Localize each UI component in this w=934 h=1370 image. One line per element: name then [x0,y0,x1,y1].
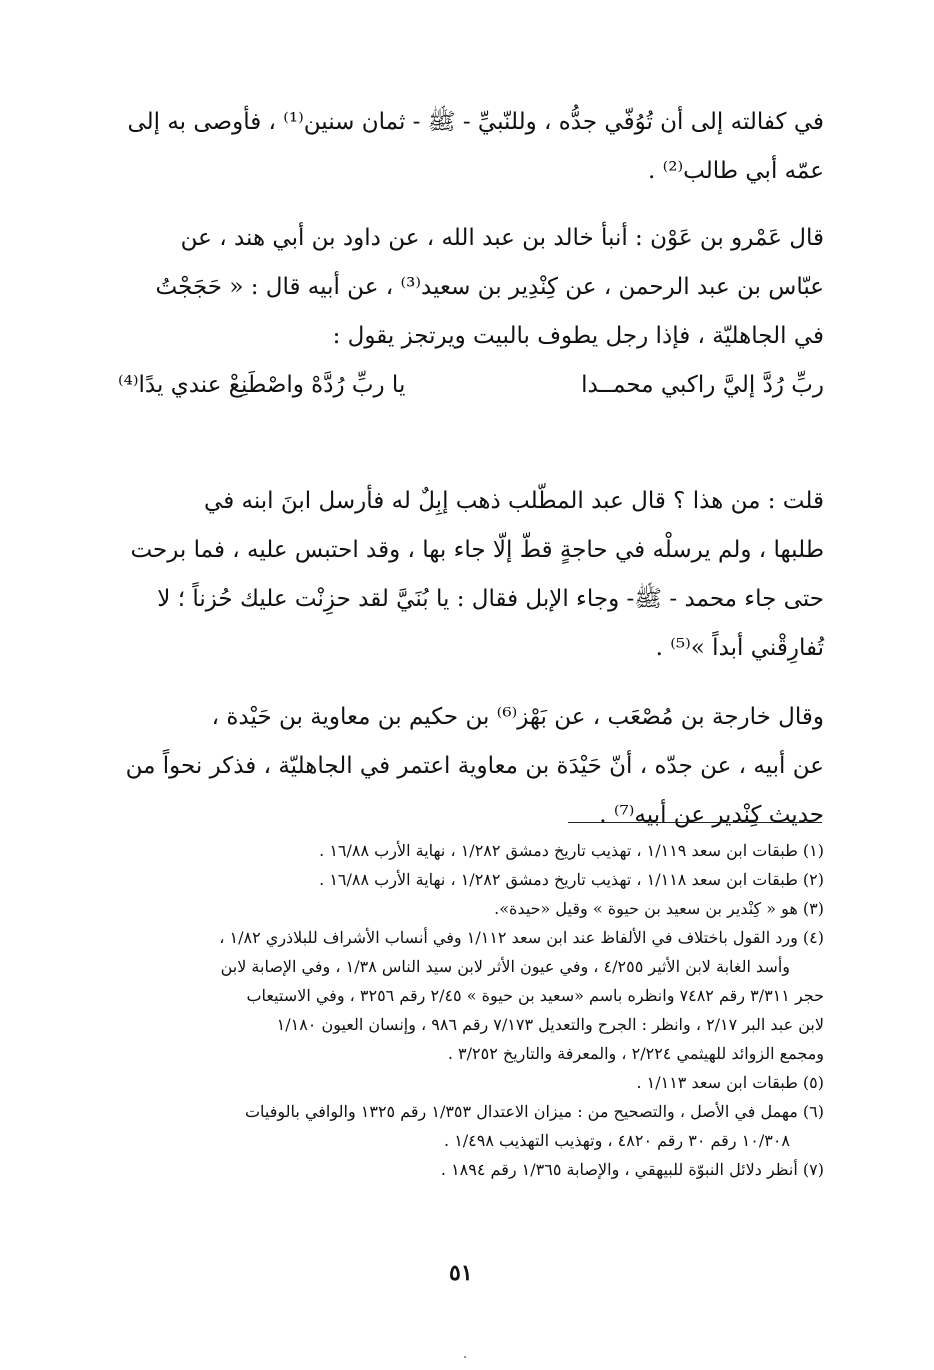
paragraph [118,214,824,361]
text-line: في كفالته إلى أن تُوُفّي جدُّه ، وللنّبيِّ - ﷺ - ثمان سنين⁽¹⁾ ، فأوصى به إلى [127,109,824,135]
footnote-line: (٥) طبقات ابن سعد ١/١١٣ . [636,1073,824,1092]
footnote [118,894,824,923]
verse-line [118,361,824,410]
footnote-line: (٤) ورد القول باختلاف في الألفاظ عند ابن سعد ١/١١٢ وفي أنساب الأشراف للبلاذري ١/٨٢ ، [219,928,824,947]
verse-hemistich-first: ربِّ رُدَّ إليَّ راكبي محمــدا [581,372,824,398]
text-line: حديث كِنْدير عن أبيه⁽⁷⁾ . [599,802,824,828]
footnote [118,836,824,865]
footnote-line: ١٠/٣٠٨ رقم ٣٠ رقم ٤٨٢٠ ، وتهذيب التهذيب ١/٤٩٨ . [444,1131,790,1150]
text-line: في الجاهليّة ، فإذا رجل يطوف بالبيت ويرتجز يقول : [332,323,824,349]
footnote-line: (٣) هو « كِنْدير بن سعيد بن حيوة » وقيل «حيدة». [494,899,824,918]
footnote-line: (٦) مهمل في الأصل ، والتصحيح من : ميزان الاعتدال ١/٣٥٣ رقم ١٣٢٥ والوافي بالوفيات [244,1102,824,1121]
footnote [118,865,824,894]
footnote [118,1068,824,1097]
text-line: تُفارِقْني أبداً »⁽⁵⁾ . [655,635,824,661]
footnote-line: حجر ٣/٣١١ رقم ٧٤٨٢ وانظره باسم «سعيد بن حيوة » ٢/٤٥ رقم ٣٢٥٦ ، وفي الاستيعاب [246,986,824,1005]
footnotes [118,836,824,1184]
footnote-line: ومجمع الزوائد للهيثمي ٢/٢٢٤ ، والمعرفة والتاريخ ٣/٢٥٢ . [447,1044,824,1063]
text-line: وقال خارجة بن مُصْعَب ، عن بَهْز⁽⁶⁾ بن حكيم بن معاوية بن حَيْدة ، [211,704,824,730]
footnote-line: (٧) أنظر دلائل النبوّة للبيهقي ، والإصابة ١/٣٦٥ رقم ١٨٩٤ . [440,1160,824,1179]
footnote-line: وأسد الغابة لابن الأثير ٤/٢٥٥ ، وفي عيون الأثر لابن سيد الناس ١/٣٨ ، وفي الإصابة لابن [220,957,790,976]
text-line: عمّه أبي طالب⁽²⁾ . [647,158,824,184]
text-line: قال عَمْرو بن عَوْن : أنبأ خالد بن عبد الله ، عن داود بن أبي هند ، عن [180,225,824,251]
paragraph [118,477,824,673]
verse-hemistich-second: يا ربِّ رُدَّهْ واصْطَنِعْ عندي يدًا⁽⁴⁾ [118,372,406,398]
footnote-line: لابن عبد البر ٢/١٧ ، وانظر : الجرح والتعديل ٧/١٧٣ رقم ٩٨٦ ، وإنسان العيون ١/١٨٠ [276,1015,824,1034]
text-line: عن أبيه ، عن جدّه ، أنّ حَيْدَة بن معاوية اعتمر في الجاهليّة ، فذكر نحواً من [125,753,824,779]
footnote-line: (٢) طبقات ابن سعد ١/١١٨ ، تهذيب تاريخ دمشق ١/٢٨٢ ، نهاية الأرب ١٦/٨٨ . [319,870,824,889]
scan-speck [464,1356,466,1358]
page-number: ٥١ [449,1260,473,1286]
paragraph [118,693,824,840]
footnote-separator [568,822,822,823]
footnote [118,1097,824,1155]
text-line: عبّاس بن عبد الرحمن ، عن كِنْدِير بن سعيد⁽³⁾ ، عن أبيه قال : « حَجَجْتُ [155,274,824,300]
text-line: طلبها ، ولم يرسلْه في حاجةٍ قطّ إلّا جاء بها ، وقد احتبس عليه ، فما برحت [130,537,824,563]
main-text [118,98,824,840]
text-line: حتى جاء محمد - ﷺ- وجاء الإبل فقال : يا بُنَيَّ لقد حزِنْت عليك حُزناً ؛ لا [157,586,824,612]
text-line: قلت : من هذا ؟ قال عبد المطّلب ذهب إبِلٌ له فأرسل ابنَ ابنه في [204,488,824,514]
footnote-line: (١) طبقات ابن سعد ١/١١٩ ، تهذيب تاريخ دمشق ١/٢٨٢ ، نهاية الأرب ١٦/٨٨ . [319,841,824,860]
paragraph [118,98,824,196]
footnote [118,1155,824,1184]
footnote [118,923,824,1068]
